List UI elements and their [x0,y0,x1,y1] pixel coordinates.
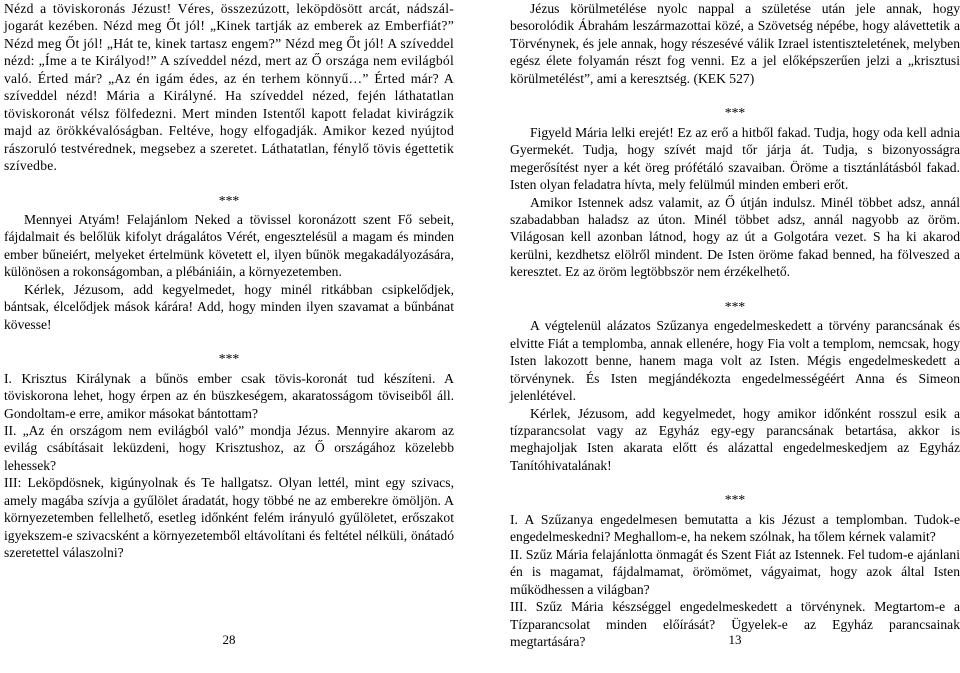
reflection-point: II. „Az én országom nem evilágból való” mondja Jézus. Mennyire akarom az evilág csábításait leküzdeni, hogy Krisztushoz, az Ő országához közelebb lehessek? [4,422,454,473]
left-page-text [4,0,454,562]
meditation-paragraph: Nézd a töviskoronás Jézust! Véres, összezúzott, leköpdösött arcát, nádszál-jogarát kezében. Nézd meg Őt jól! „Kinek tartják az emberek az Emberfiát?” Nézd meg Őt jól! „Hát te, kinek tartasz engem?” Nézd meg Őt jól! A szíveddel nézd: „Íme a te Királyod!” A szíveddel nézd, mert az Ő országa nem evilágból való. Érted már? „Az én igám édes, az én terhem könnyű…” Érted már? A szíveddel nézd! Mária a Királyné. Ha szíveddel nézed, fején láthatatlan töviskoronát vélsz fölfedezni. Mert minden Istentől kapott feladat kivirágzik majd az örökkévalóságban. Feltéve, hogy elfogadják. Amikor kezed nyújtod rászoruló testvérednek, megsebez a szeretet. Láthatatlan, fénylő tövis égettetik szívedbe. [4,1,454,174]
page-number: 13 [728,632,742,647]
reflection-point: I. A Szűzanya engedelmesen bemutatta a kis Jézust a templomban. Tudok-e engedelmeskedni? Meghallom-e, ha nekem szólnak, ha tőlem kérnek valamit? [510,511,960,545]
reflection-point: III: Leköpdösnek, kigúnyolnak és Te hallgatsz. Olyan lettél, mint egy szivacs, amely magába szívja a gyűlölet áradatát, hogy többé ne az emberekre ömöljön. A környezetemben fellelhető, esetleg időnként felém irányuló gyűlöletet, erőszakot igyekszem-e szivacsként a környezetemből eltávolítani és feltétel nélküli, önátadó szeretettel válaszolni? [4,475,454,561]
right-page-text [510,0,960,650]
section-separator: *** [724,492,746,508]
section-separator: *** [218,351,240,367]
reflection-point: I. Krisztus Királynak a bűnös ember csak tövis-koronát tud készíteni. A töviskorona lehet, hogy érpen az én büszkeségem, akaratosságom töviseiből áll. Gondoltam-e erre, amikor másokat bántottam? [4,370,454,421]
right-page [510,0,960,673]
meditation-paragraph: A végtelenül alázatos Szűzanya engedelmeskedett a törvény parancsának és elvitte Fiát a templomba, annak ellenére, hogy Fia volt a templom, nemcsak, hogy Isten lakozott benne, hanem maga volt az Isten. Mégis engedelmeskedett a törvénynek. És Isten megjándékozta engedelmességéért Anna és Simeon jelenlétével. [510,318,960,404]
reflection-point: III. Szűz Mária készséggel engedelmeskedett a törvénynek. Megtartom-e a Tízparancsolat minden előírását? Ügyelek-e az Egyház parancsainak megtartására? [510,599,960,649]
reflection-point: II. Szűz Mária felajánlotta önmagát és Szent Fiát az Istennek. Fel tudom-e ajánlani én is magamat, fájdalmamat, örömömet, vágyaimat, hogy azok által Isten működhessen a világban? [510,546,960,597]
prayer-paragraph: Mennyei Atyám! Felajánlom Neked a tövissel koronázott szent Fő sebeit, fájdalmait és belőlük kifolyt drágalátos Vérét, engesztelésül a magam és minden ember bűneiért, melyeket értelmünk követett el, ilyen bűnök megakadályozására, különösen a rokonságomban, a plébániáin, a környezetemben. [4,211,454,280]
meditation-paragraph: Amikor Istennek adsz valamit, az Ő útján indulsz. Minél többet adsz, annál szabadabban haladsz az úton. Minél többet adsz, annál nagyobb az öröm. Világosan kell azonban látnod, hogy az út a Golgotára vezet. S ha ki akarod kerülni, kezdhetsz elölről mindent. De Isten öröme fakad benned, ha fölveszed a keresztet. Ez az öröm legtöbbször nem érzékelhető. [510,194,960,280]
page-number: 28 [222,632,236,647]
catechism-paragraph: Jézus körülmetélése nyolc nappal a születése után jele annak, hogy besorolódik Ábrahám leszármazottai közé, a Szövetség népébe, hogy alávettetik a Törvénynek, és jele annak, hogy részesévé válik Izrael istentiszteletének, melyben egész élete folyamán részt fog venni. Ez a jel előképszerűen jelzi a „krisztusi körülmetélést”, ami a keresztség. (KEK 527) [510,1,960,86]
section-separator: *** [724,105,746,121]
meditation-paragraph: Figyeld Mária lelki erejét! Ez az erő a hitből fakad. Tudja, hogy oda kell adnia Gyermekét. Tudja, hogy szívét majd tőr járja át. Tudja, s bizonyosságra megerősítést nyer a két öreg prófétáló szavaiban. Öröme a tisztánlátásból fakad. Isten olyan feladatra hívta, mely felülmúl minden emberi erőt. [510,124,960,193]
prayer-paragraph: Kérlek, Jézusom, add kegyelmedet, hogy amikor időnként rosszul esik a tízparancsolat vagy az Egyház egy-egy parancsának betartása, akkor is meghajoljak Isten akarata előtt és alázattal engedelmeskedjem az Egyház Tanítóhivatalának! [510,405,960,473]
left-page [4,0,454,673]
section-separator: *** [724,298,746,314]
section-separator: *** [218,192,240,208]
prayer-paragraph: Kérlek, Jézusom, add kegyelmedet, hogy minél ritkábban csipkelődjek, bántsak, élcelődjek mások kárára! Add, hogy minden ilyen szavamat a bűnbánat kövesse! [4,281,454,332]
